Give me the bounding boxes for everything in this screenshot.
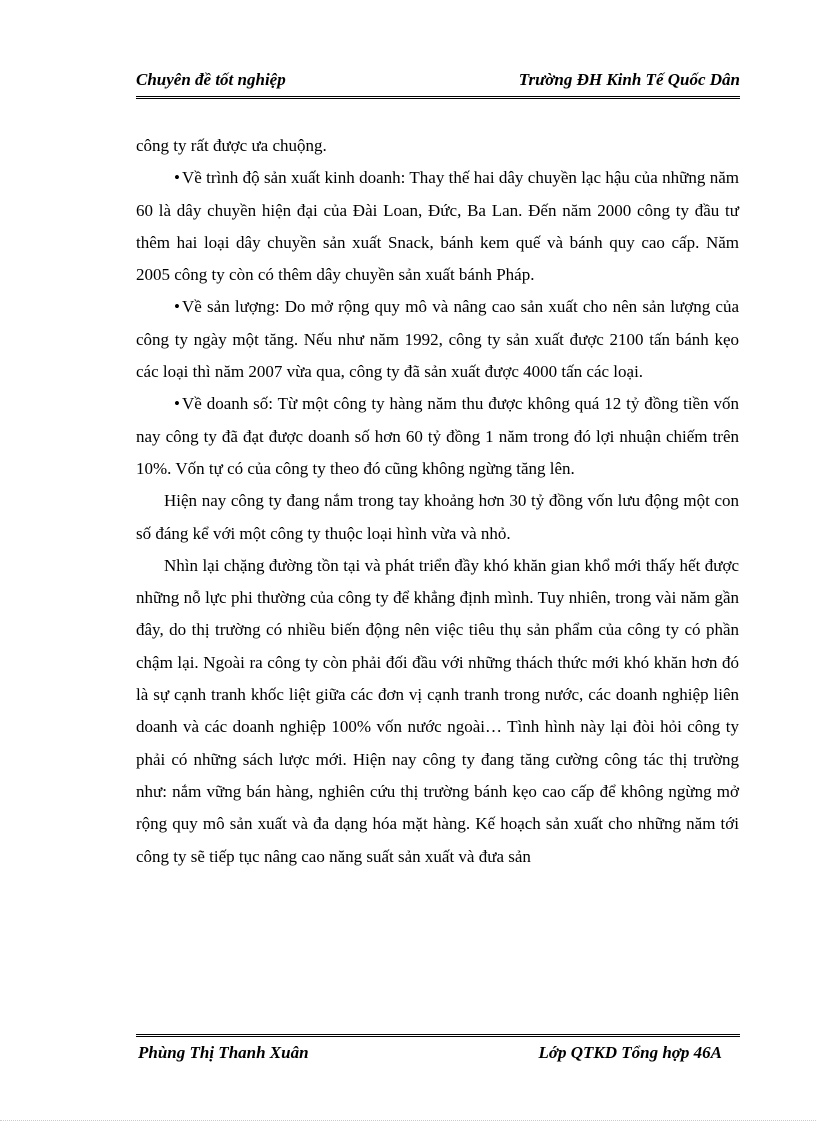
bullet-text: Về sản lượng: Do mở rộng quy mô và nâng cao sản xuất cho nên sản lượng của công ty ngày một tăng. Nếu như năm 1992, công ty sản xuất được 2100 tấn bánh kẹo các loại thì năm 2007 vừa qua, công ty đã sản xuất được 4000 tấn các loại. xyxy=(136,297,739,382)
bullet-icon: • xyxy=(174,394,180,414)
page-edge-divider xyxy=(0,1120,816,1121)
header-document-type: Chuyên đề tốt nghiệp xyxy=(136,70,286,89)
paragraph-capital: Hiện nay công ty đang nắm trong tay khoảng hơn 30 tỷ đồng vốn lưu động một con số đáng kể với một công ty thuộc loại hình vừa và nhỏ. xyxy=(136,491,739,543)
paragraph-outlook: Nhìn lại chặng đường tồn tại và phát triển đầy khó khăn gian khổ mới thấy hết được những nỗ lực phi thường của công ty để khẳng định mình. Tuy nhiên, trong vài năm gần đây, do thị trường có nhiều biến động nên việc tiêu thụ sản phẩm của công ty có phần chậm lại. Ngoài ra công ty còn phải đối đầu với những thách thức mới khó khăn hơn đó là sự cạnh tranh khốc liệt giữa các đơn vị cạnh tranh trong nước, các doanh nghiệp liên doanh và các doanh nghiệp 100% vốn nước ngoài… Tình hình này lại đòi hỏi công ty phải có những sách lược mới. Hiện nay công ty đang tăng cường công tác thị trường như: nắm vững bán hàng, nghiên cứu thị trường bánh kẹo cao cấp để không ngừng mở rộng quy mô sản xuất và đa dạng hóa mặt hàng. Kế hoạch sản xuất cho những năm tới công ty sẽ tiếp tục nâng cao năng suất sản xuất và đưa sản xyxy=(136,555,739,866)
bullet-text: Về doanh số: Từ một công ty hàng năm thu được không quá 12 tỷ đồng tiền vốn nay công ty đã đạt được doanh số hơn 60 tỷ đồng 1 năm trong đó lợi nhuận chiếm trên 10%. Vốn tự có của công ty theo đó cũng không ngừng tăng lên. xyxy=(136,394,739,478)
footer-class: Lớp QTKD Tổng hợp 46A xyxy=(538,1043,722,1062)
bullet-paragraph-output xyxy=(136,291,739,388)
header-university: Trường ĐH Kinh Tế Quốc Dân xyxy=(518,70,740,89)
bullet-text: Về trình độ sản xuất kinh doanh: Thay thế hai dây chuyền lạc hậu của những năm 60 là dây chuyền hiện đại của Đài Loan, Đức, Ba Lan. Đến năm 2000 công ty đầu tư thêm hai loại dây chuyền sản xuất Snack, bánh kem quế và bánh quy cao cấp. Năm 2005 công ty còn có thêm dây chuyền sản xuất bánh Pháp. xyxy=(136,168,739,285)
page-body xyxy=(136,130,739,873)
bullet-paragraph-production xyxy=(136,162,739,291)
bullet-icon: • xyxy=(174,297,180,317)
bullet-icon: • xyxy=(174,168,180,188)
bullet-paragraph-revenue xyxy=(136,388,739,485)
page-footer xyxy=(136,1034,740,1065)
footer-author: Phùng Thị Thanh Xuân xyxy=(138,1043,309,1062)
paragraph-continuation: công ty rất được ưa chuộng. xyxy=(136,136,327,155)
page-header xyxy=(136,70,740,99)
